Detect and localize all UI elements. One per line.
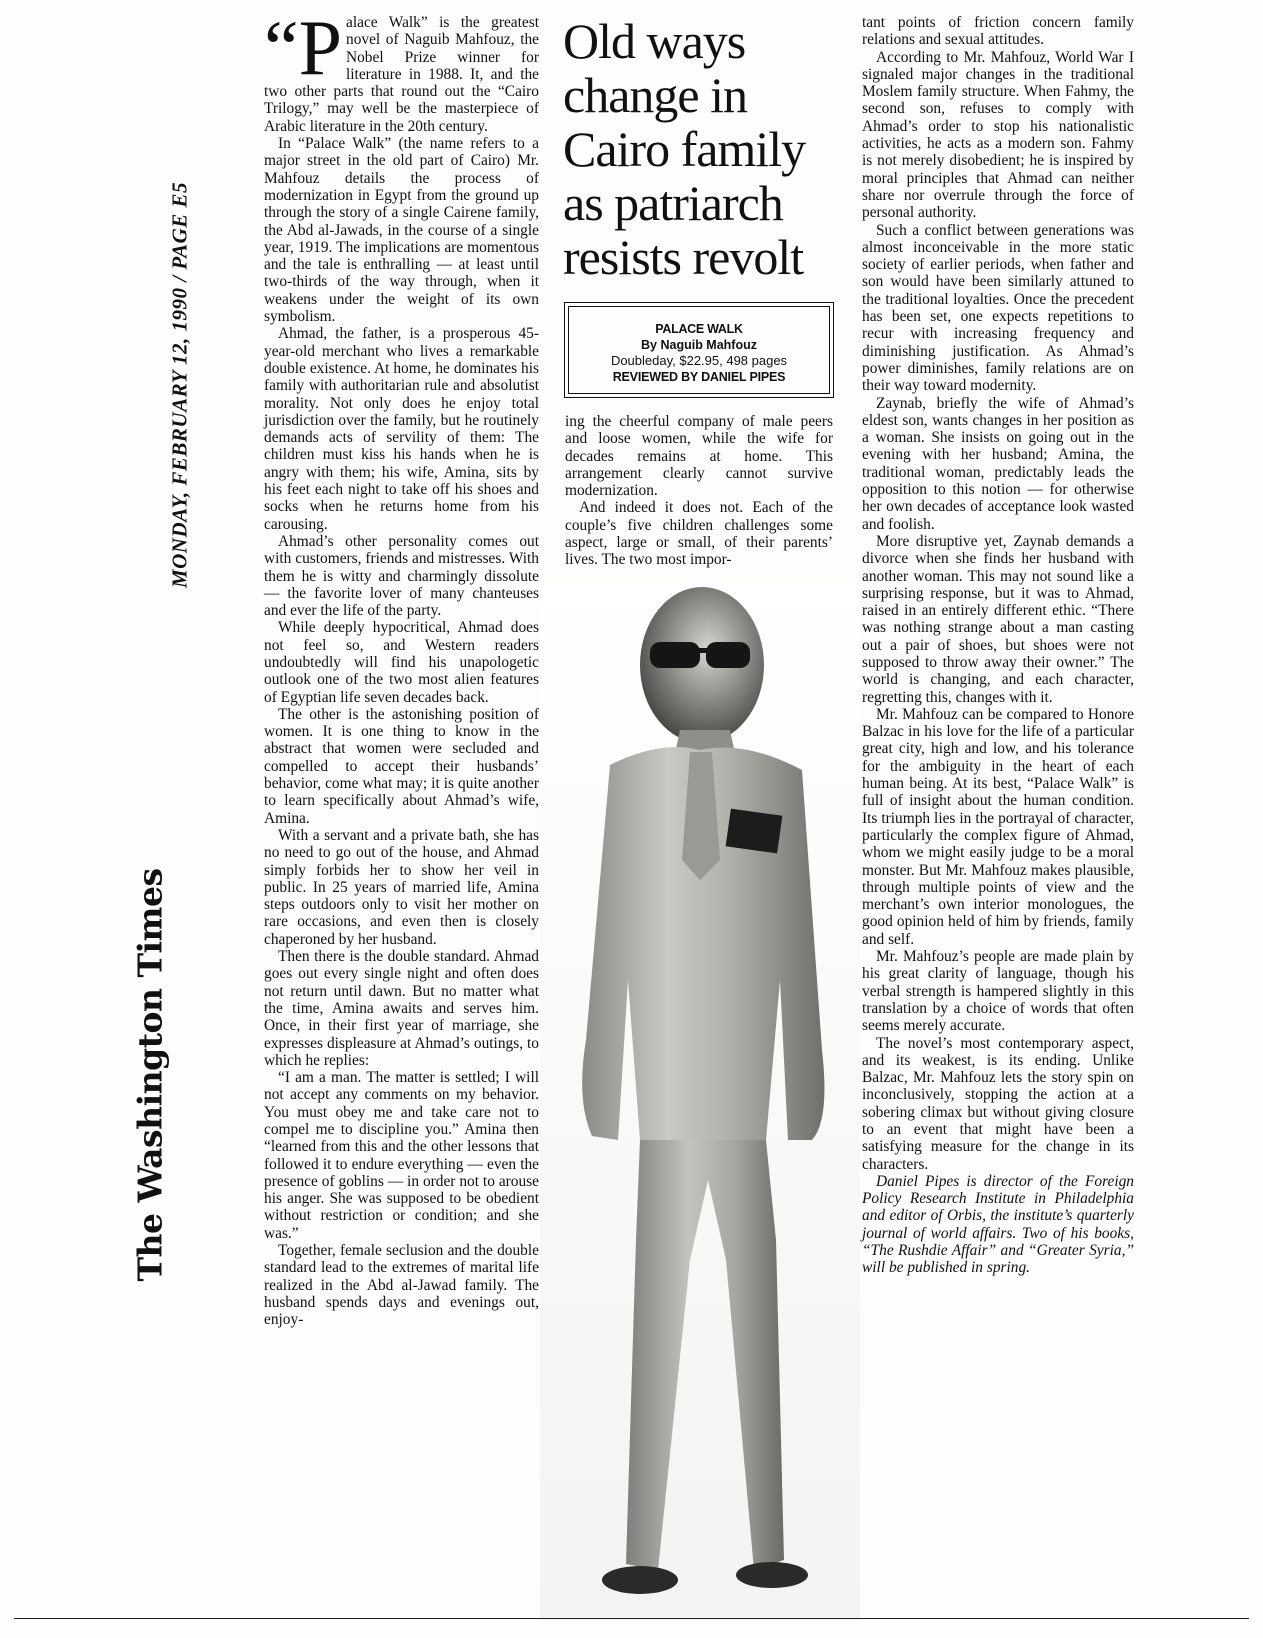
paragraph: Mr. Mahfouz can be compared to Honore Balzac in his love for the life of a particular great city, high and low, and his tolerance for the ambiguity in the heart of each human being. At its best, “Palace Walk” is full of insight about the human condition. Its triumph lies in the portrayal of character, particularly the complex figure of Ahmad, whom we might easily judge to be a moral monster. But Mr. Mahfouz makes plausible, through multiple points of view and the merchant’s own interior monologues, the good opinion held of him by friends, family and self. bbox=[862, 705, 1134, 948]
book-publisher: Doubleday, $22.95, 498 pages bbox=[610, 353, 788, 368]
paragraph: In “Palace Walk” (the name refers to a major street in the old part of Cairo) Mr. Mahfouz details the process of modernization in Egypt from the ground up through the story of a single Cairene family, the Abd al-Jawads, in the course of a single year, 1919. The implications are momentous and the tale is enthralling — at least until two-thirds of the way through, when it weakens under the weight of its own symbolism. bbox=[264, 135, 539, 326]
masthead-logo: The Washington Times bbox=[130, 868, 170, 1282]
paragraph: While deeply hypocritical, Ahmad does not feel so, and Western readers undoubtedly will find his unapologetic outlook one of the two most alien features of Egyptian life seven decades back. bbox=[264, 619, 539, 706]
article-column-3 bbox=[862, 14, 1134, 1277]
paragraph: ing the cheerful company of male peers and loose women, while the wife for decades remains at home. This arrangement clearly cannot survive modernization. bbox=[565, 413, 833, 500]
paragraph: tant points of friction concern family relations and sexual attitudes. bbox=[862, 14, 1134, 49]
paragraph: Together, female seclusion and the double standard lead to the extremes of marital life realized in the Abd al-Jawad family. The husband spends days and evenings out, enjoy- bbox=[264, 1242, 539, 1329]
author-photo bbox=[540, 580, 860, 1620]
book-reviewer: REVIEWED BY DANIEL PIPES bbox=[612, 370, 786, 384]
bottom-rule bbox=[14, 1618, 1249, 1619]
book-info-box bbox=[564, 302, 834, 398]
sunglasses-right bbox=[706, 642, 750, 668]
paragraph: “I am a man. The matter is settled; I will not accept any comments on my behavior. You must obey me and take care not to compel me to discipline you.” Amina then “learned from this and the other lessons that followed it to endure everything — even the presence of goblins — in order not to arouse his anger. She was supposed to be obedient without restriction or condition; and she was.” bbox=[264, 1069, 539, 1242]
paragraph: With a servant and a private bath, she has no need to go out of the house, and Ahmad simply forbids her to show her veil in public. In 25 years of married life, Amina steps outdoors only to visit her mother on rare occasions, and even then is closely chaperoned by her husband. bbox=[264, 826, 539, 948]
paragraph: More disruptive yet, Zaynab demands a divorce when she finds her husband with another woman. This may not sound like a surprising response, but it was to Ahmad, raised in an entirely different ethic. “There was nothing strange about a man casting out a pair of shoes, but shoes were not supposed to throw away their owner.” The world is changing, and each character, regretting this, changes with it. bbox=[862, 532, 1134, 706]
lead-paragraph bbox=[264, 4, 539, 135]
headline: Old ways change in Cairo family as patriarch resists revolt bbox=[563, 13, 806, 285]
book-title: PALACE WALK bbox=[655, 322, 743, 336]
book-author: By Naguib Mahfouz bbox=[641, 338, 757, 352]
paragraph: The novel’s most contemporary aspect, and its weakest, is its ending. Unlike Balzac, Mr. Mahfouz lets the story spin on inconclusively, stopping the action at a sobering climax but without giving closure to an event that might have been a satisfying measure for the change in its characters. bbox=[862, 1034, 1134, 1173]
article-column-1 bbox=[264, 4, 539, 1329]
dateline bbox=[150, 165, 210, 605]
pocket-shadow bbox=[726, 809, 783, 854]
right-shoe bbox=[736, 1562, 808, 1588]
drop-cap: “P bbox=[264, 4, 342, 91]
paragraph: Zaynab, briefly the wife of Ahmad’s eldest son, wants changes in her position as a woman. She insists on going out in the evening with her husband; Amina, the traditional woman, predictably leads the opposition to this notion — for otherwise her own decades of acceptance look wasted and foolish. bbox=[862, 394, 1134, 533]
left-shoe bbox=[602, 1566, 678, 1594]
article-column-2 bbox=[565, 413, 833, 569]
paragraph: Mr. Mahfouz’s people are made plain by his great clarity of language, though his verbal strength is hampered slightly in this translation by a choice of words that often seems merely accurate. bbox=[862, 948, 1134, 1035]
paragraph: Ahmad, the father, is a prosperous 45-year-old merchant who lives a remarkable double existence. At home, he dominates his family with authoritarian rule and absolutist morality. Not only does he enjoy total jurisdiction over the family, but he routinely demands acts of servility of them: The children must kiss his hands when he is angry with them; his wife, Amina, sits by his feet each night to take off his shoes and socks when he returns home from his carousing. bbox=[264, 325, 539, 533]
paragraph: Then there is the double standard. Ahmad goes out every single night and often does not return until dawn. But no matter what the time, Amina awaits and serves him. Once, in their first year of marriage, she expresses displeasure at Ahmad’s outings, to which he replies: bbox=[264, 948, 539, 1069]
paragraph: According to Mr. Mahfouz, World War I signaled major changes in the traditional Moslem family structure. When Fahmy, the second son, refuses to comply with Ahmad’s order to stop his nationalistic activities, he acts as a modern son. Fahmy is not merely disobedient; he is inspired by moral principles that Ahmad can neither share nor overrule through the force of personal authority. bbox=[862, 48, 1134, 222]
paragraph: Ahmad’s other personality comes out with customers, friends and mistresses. With them he is witty and charmingly dissolute — the favorite lover of many chanteuses and ever the life of the party. bbox=[264, 532, 539, 620]
book-info-inner bbox=[568, 306, 830, 394]
dateline-text: MONDAY, FEBRUARY 12, 1990 / PAGE E5 bbox=[167, 181, 192, 589]
paragraph: The other is the astonishing position of women. It is one thing to know in the abstract that women were secluded and compelled to accept their husbands’ behavior, come what may; it is quite another to learn specifically about Ahmad’s wife, Amina. bbox=[264, 705, 539, 827]
sunglasses-left bbox=[650, 642, 700, 668]
paragraph: And indeed it does not. Each of the couple’s five children challenges some aspect, large or small, of their parents’ lives. The two most impor- bbox=[565, 499, 833, 569]
masthead bbox=[115, 868, 185, 1282]
lead-text: alace Walk” is the greatest novel of Naguib Mahfouz, the Nobel Prize winner for literature in 1988. It, and the two other parts that round out the “Cairo Trilogy,” may well be the masterpiece of Arabic literature in the 20th century. bbox=[264, 14, 539, 135]
author-bio: Daniel Pipes is director of the Foreign Policy Research Institute in Philadelphia and editor of Orbis, the institute’s quarterly journal of world affairs. Two of his books, “The Rushdie Affair” and “Greater Syria,” will be published in spring. bbox=[862, 1172, 1134, 1277]
paragraph: Such a conflict between generations was almost inconceivable in the more static society of earlier periods, when father and son would have been similarly attuned to the traditional loyalties. Once the precedent has been set, one expects repetitions to recur with increasing frequency and diminishing justification. As Ahmad’s power diminishes, family relations are on their way toward modernity. bbox=[862, 221, 1134, 395]
